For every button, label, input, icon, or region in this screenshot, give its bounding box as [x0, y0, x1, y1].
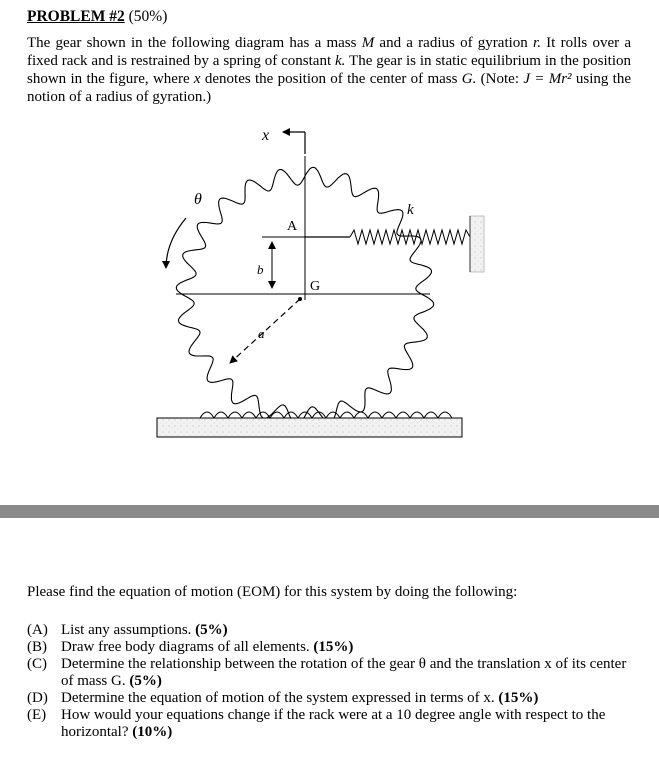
- problem-statement: The gear shown in the following diagram has a mass M and a radius of gyration r. It rolls over a fixed rack and is restrained by a spring of constant k. The gear is in static equilibrium in the position shown in the figure, where x denotes the position of the center of mass G. (Note: J = Mr² using the notion of a radius of gyration.): [27, 35, 631, 105]
- spring-wall: [470, 216, 484, 272]
- x-label: x: [262, 127, 270, 144]
- part-e: (E) How would your equations change if the rack were at a 10 degree angle with respect to the horizontal? (10%): [27, 707, 606, 740]
- gyration-symbol: r.: [533, 35, 541, 51]
- problem-weight: (50%): [128, 8, 168, 25]
- question-parts: [27, 622, 637, 741]
- question-prompt: Please find the equation of motion (EOM) for this system by doing the following:: [27, 584, 518, 600]
- part-d: (D) Determine the equation of motion of the system expressed in terms of x. (15%): [27, 690, 539, 706]
- gear-rack-diagram: [0, 118, 659, 448]
- theta-arrow: [166, 218, 186, 268]
- b-dimension: [262, 237, 305, 288]
- mass-symbol: M: [361, 35, 375, 51]
- problem-page-bottom: [0, 518, 659, 775]
- x-axis-indicator: [283, 132, 305, 154]
- k-label: k: [407, 202, 414, 218]
- radius-a: [230, 297, 302, 363]
- spring: [350, 230, 470, 244]
- a-upper-label: A: [287, 219, 298, 234]
- rack: [157, 412, 462, 437]
- page-divider: [0, 505, 659, 518]
- part-b: (B) Draw free body diagrams of all elements. (15%): [27, 639, 354, 655]
- part-a: (A) List any assumptions. (5%): [27, 622, 228, 638]
- center-of-mass-symbol: G.: [461, 71, 477, 87]
- a-lower-label: a: [258, 326, 265, 341]
- spring-constant-symbol: k.: [335, 53, 346, 69]
- inertia-formula: J = Mr²: [523, 71, 572, 87]
- part-c: (C) Determine the relationship between the rotation of the gear θ and the translation x of its center of mass G. (5%): [27, 656, 627, 689]
- b-label: b: [257, 262, 264, 277]
- problem-title: PROBLEM #2: [27, 8, 125, 25]
- g-label: G: [310, 279, 321, 294]
- theta-label: θ: [194, 191, 202, 208]
- problem-heading: [27, 8, 167, 26]
- position-symbol: x: [193, 71, 201, 87]
